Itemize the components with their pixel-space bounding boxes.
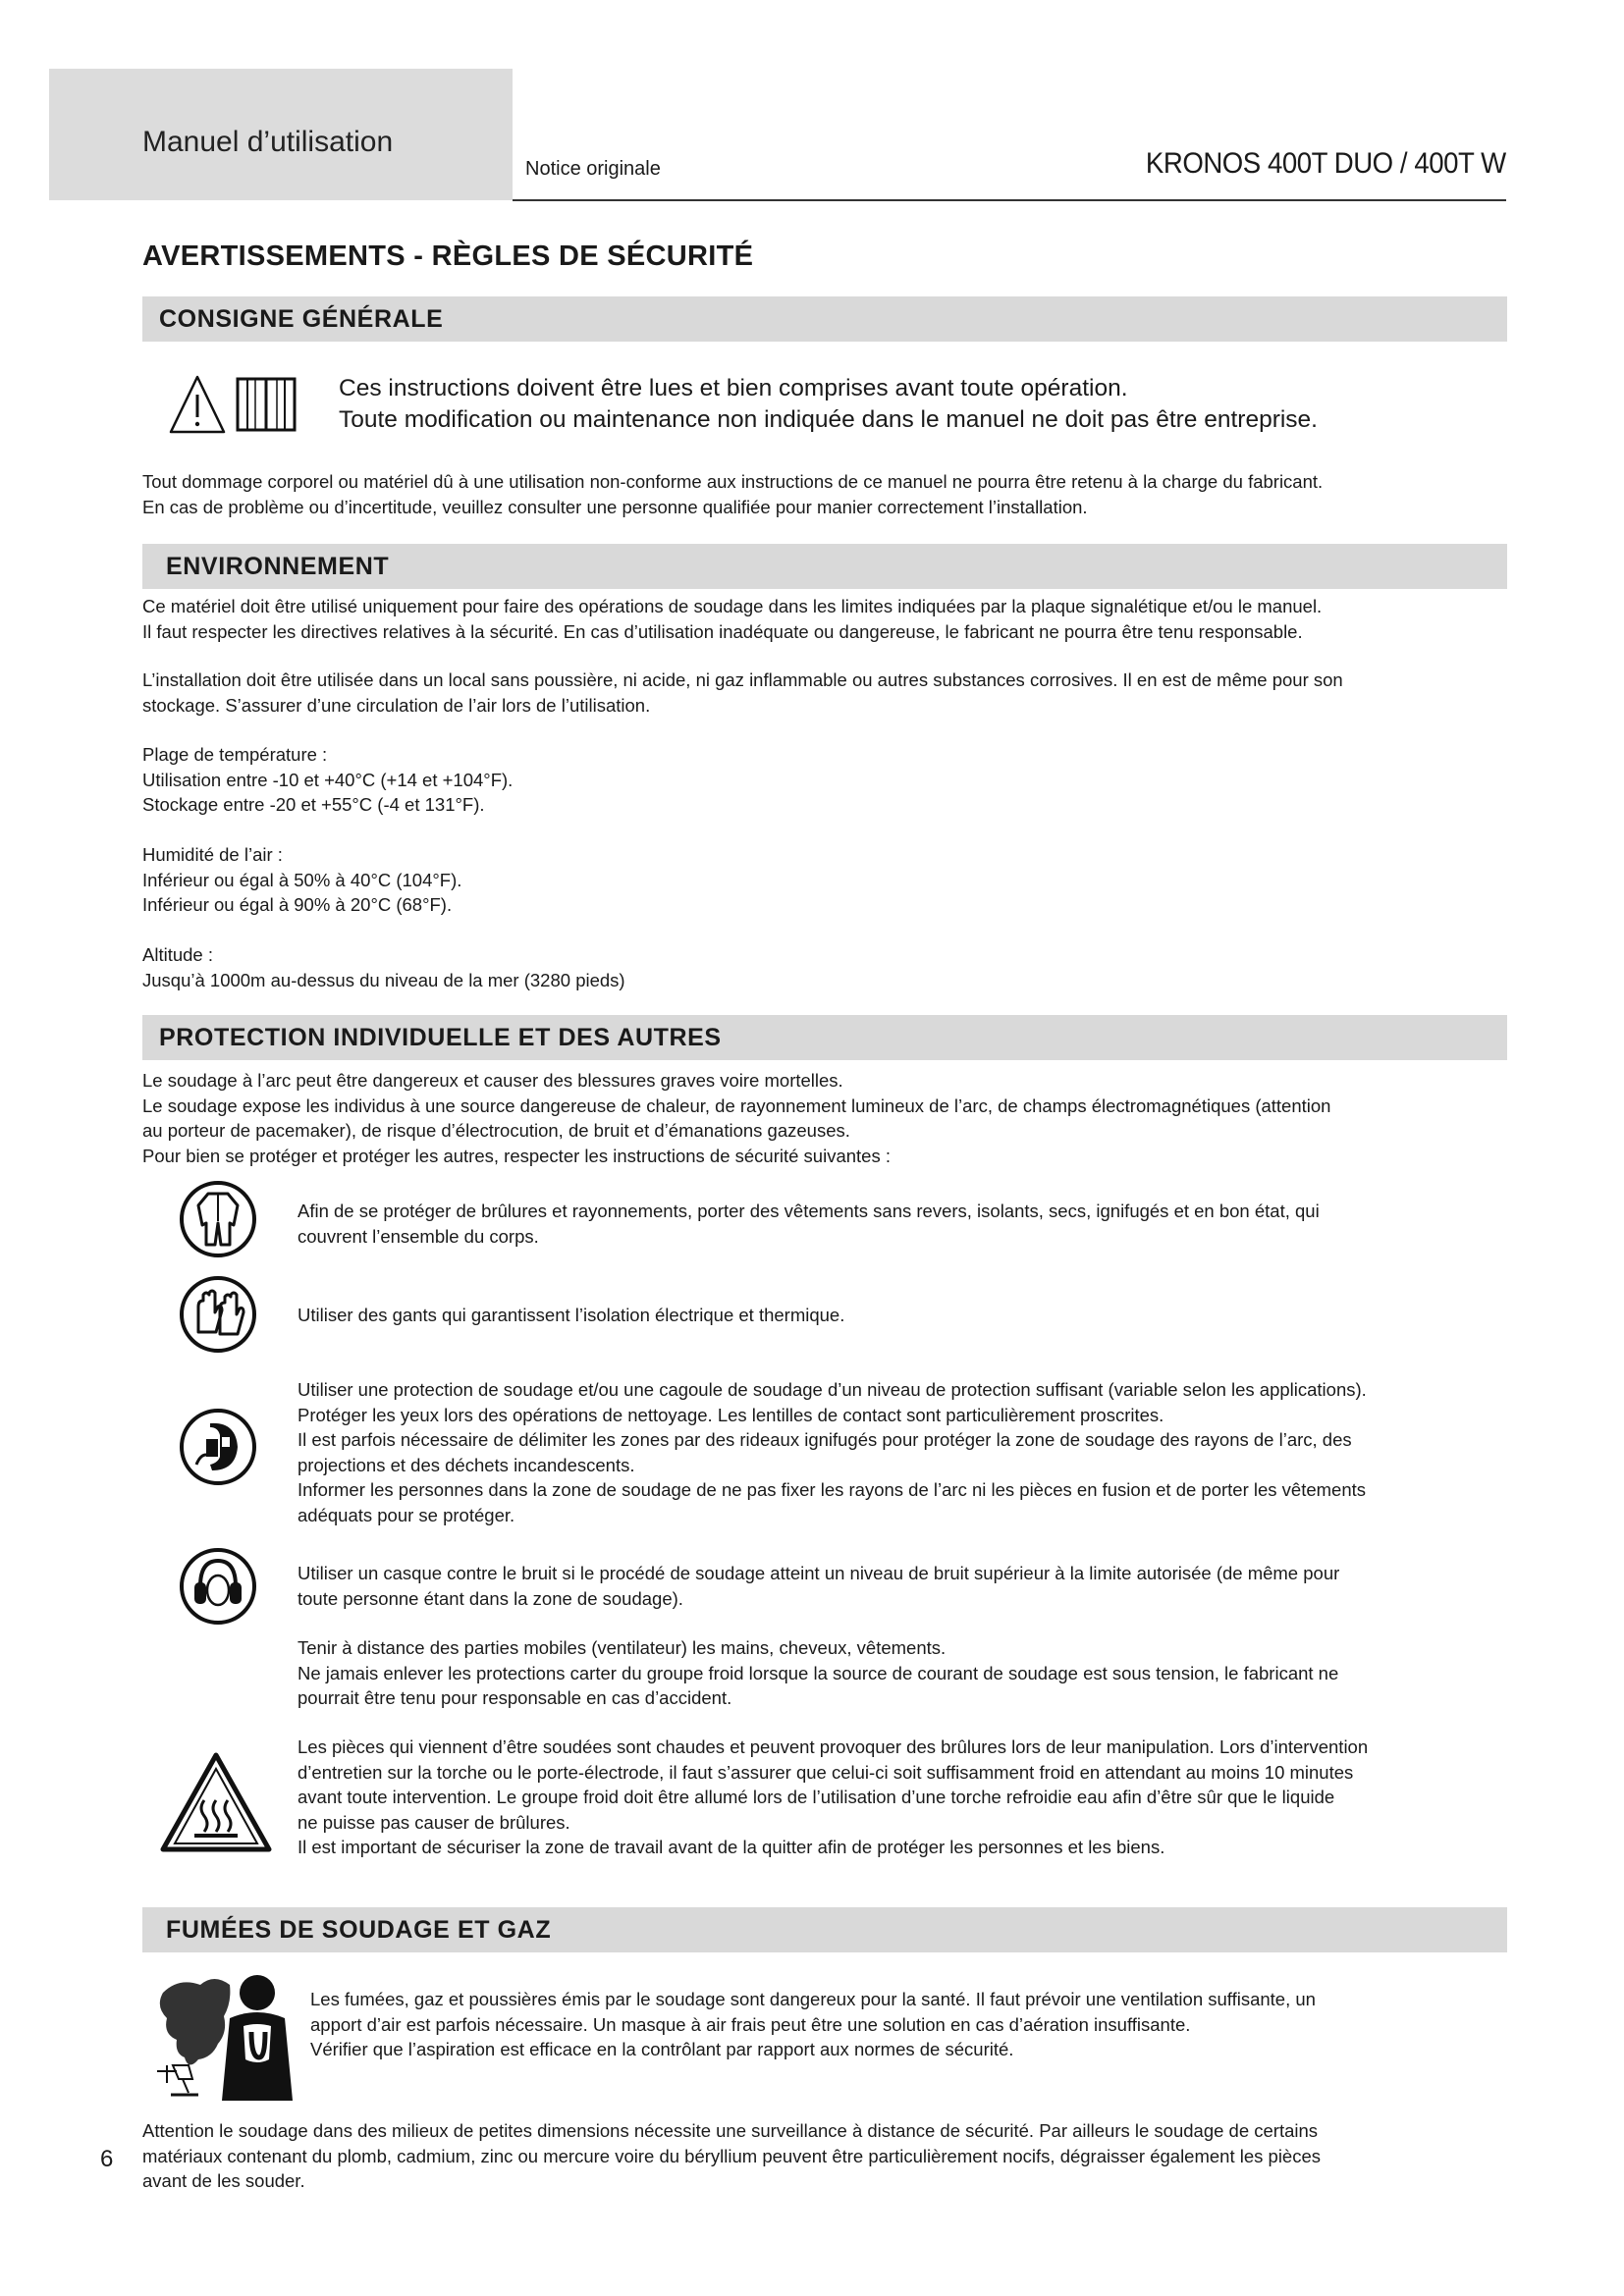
- text-line: L’installation doit être utilisée dans un local sans poussière, ni acide, ni gaz inflammable ou autres substances corrosives. Il en est de même pour son: [142, 669, 1343, 690]
- text-line: apport d’air est parfois nécessaire. Un masque à air frais peut être une solution en cas d’aération insuffisante.: [310, 2013, 1191, 2035]
- manual-book-icon: [236, 377, 298, 434]
- header-notice: Notice originale: [525, 158, 661, 180]
- text-line: Jusqu’à 1000m au-dessus du niveau de la mer (3280 pieds): [142, 969, 625, 990]
- humidity-block: [142, 842, 1507, 918]
- altitude-block: [142, 942, 1507, 992]
- text-line: Il faut respecter les directives relatives à la sécurité. En cas d’utilisation inadéquate ou dangereuse, le fabricant ne pourra être tenu responsable.: [142, 620, 1303, 642]
- general-intro: [339, 373, 1318, 436]
- fumes-note: [142, 2118, 1507, 2194]
- text-line: Utiliser des gants qui garantissent l’isolation électrique et thermique.: [298, 1305, 845, 1325]
- section-protection-bar: [142, 1015, 1507, 1060]
- text-line: Le soudage expose les individus à une source dangereuse de chaleur, de rayonnement lumineux de l’arc, de champs électromagnétiques (attention: [142, 1095, 1331, 1116]
- text-line: Tout dommage corporel ou matériel dû à une utilisation non-conforme aux instructions de ce manuel ne pourra être retenu à la charge du fabricant.: [142, 471, 1324, 492]
- text-line: stockage. S’assurer d’une circulation de l’air lors de l’utilisation.: [142, 694, 651, 716]
- text-line: Ne jamais enlever les protections carter du groupe froid lorsque la source de courant de soudage est sous tension, le fabricant ne: [298, 1662, 1339, 1683]
- text-line: avant de les souder.: [142, 2170, 305, 2191]
- clothing-text: [298, 1199, 1507, 1249]
- section-general-heading: CONSIGNE GÉNÉRALE: [159, 305, 444, 333]
- mask-text: [298, 1377, 1507, 1527]
- text-line: Le soudage à l’arc peut être dangereux et causer des blessures graves voire mortelles.: [142, 1070, 843, 1091]
- fumes-icon-text: [310, 1987, 1507, 2062]
- header-rule: [513, 199, 1506, 201]
- text-line: d’entretien sur la torche ou le porte-électrode, il faut s’assurer que celui-ci soit suffisamment froid en attendant au moins 10 minutes: [298, 1761, 1354, 1783]
- section-fumes-heading: FUMÉES DE SOUDAGE ET GAZ: [166, 1916, 552, 1944]
- general-intro-line: Ces instructions doivent être lues et bien comprises avant toute opération.: [339, 375, 1128, 401]
- gloves-text: [298, 1303, 1507, 1328]
- general-paragraph: [142, 469, 1507, 519]
- text-line: matériaux contenant du plomb, cadmium, zinc ou mercure voire du béryllium peuvent être particulièrement nocifs, dégraisser également les pièces: [142, 2145, 1322, 2166]
- section-environment-heading: ENVIRONNEMENT: [166, 553, 390, 580]
- ear-text: [298, 1561, 1507, 1611]
- page-number: 6: [100, 2146, 114, 2172]
- text-line: Attention le soudage dans des milieux de petites dimensions nécessite une surveillance à distance de sécurité. Par ailleurs le soudage de certains: [142, 2120, 1319, 2141]
- text-line: Il est important de sécuriser la zone de travail avant de la quitter afin de protéger les personnes et les biens.: [298, 1837, 1165, 1857]
- text-line: Inférieur ou égal à 50% à 40°C (104°F).: [142, 869, 462, 890]
- text-line: Humidité de l’air :: [142, 844, 283, 865]
- protective-clothing-icon: [177, 1178, 259, 1260]
- text-line: Les fumées, gaz et poussières émis par le soudage sont dangereux pour la santé. Il faut prévoir une ventilation suffisante, un: [310, 1989, 1316, 2009]
- section-protection-heading: PROTECTION INDIVIDUELLE ET DES AUTRES: [159, 1024, 722, 1051]
- ear-protection-icon: [177, 1545, 259, 1628]
- environment-paragraph-1: [142, 594, 1507, 644]
- text-line: au porteur de pacemaker), de risque d’électrocution, de bruit et d’émanations gazeuses.: [142, 1120, 850, 1141]
- text-line: Utilisation entre -10 et +40°C (+14 et +104°F).: [142, 769, 514, 790]
- text-line: adéquats pour se protéger.: [298, 1504, 515, 1525]
- text-line: Les pièces qui viennent d’être soudées sont chaudes et peuvent provoquer des brûlures lors de leur manipulation. Lors d’intervention: [298, 1736, 1369, 1757]
- hot-surface-icon: [157, 1751, 275, 1855]
- text-line: Afin de se protéger de brûlures et rayonnements, porter des vêtements sans revers, isolants, secs, ignifugés et en bon état, qui: [298, 1201, 1320, 1221]
- general-intro-line: Toute modification ou maintenance non indiquée dans le manuel ne doit pas être entreprise.: [339, 406, 1318, 433]
- text-line: Protéger les yeux lors des opérations de nettoyage. Les lentilles de contact sont particulièrement proscrites.: [298, 1404, 1164, 1425]
- text-line: toute personne étant dans la zone de soudage).: [298, 1587, 683, 1609]
- text-line: Il est parfois nécessaire de délimiter les zones par des rideaux ignifugés pour protéger la zone de soudage des rayons de l’arc, des: [298, 1429, 1352, 1450]
- text-line: avant toute intervention. Le groupe froid doit être allumé lors de l’utilisation d’une torche refroidie eau afin d’être sûr que le liquide: [298, 1787, 1335, 1807]
- page-title: AVERTISSEMENTS - RÈGLES DE SÉCURITÉ: [142, 240, 754, 272]
- text-line: Tenir à distance des parties mobiles (ventilateur) les mains, cheveux, vêtements.: [298, 1637, 947, 1658]
- text-line: Inférieur ou égal à 90% à 20°C (68°F).: [142, 894, 453, 915]
- text-line: Stockage entre -20 et +55°C (-4 et 131°F).: [142, 794, 485, 815]
- section-fumes-bar: [142, 1907, 1507, 1952]
- header-title: Manuel d’utilisation: [142, 126, 394, 158]
- text-line: Utiliser une protection de soudage et/ou une cagoule de soudage d’un niveau de protection suffisant (variable selon les applications).: [298, 1379, 1367, 1400]
- header-model: KRONOS 400T DUO / 400T W: [1146, 147, 1506, 180]
- text-line: Utiliser un casque contre le bruit si le procédé de soudage atteint un niveau de bruit supérieur à la limite autorisée (de même pour: [298, 1563, 1340, 1583]
- mobile-parts-text: [298, 1635, 1507, 1711]
- fumes-icon: [149, 1963, 297, 2103]
- text-line: couvrent l’ensemble du corps.: [298, 1225, 539, 1247]
- protection-intro: [142, 1068, 1507, 1168]
- hot-parts-text: [298, 1735, 1507, 1860]
- text-line: projections et des déchets incandescents.: [298, 1454, 635, 1475]
- text-line: En cas de problème ou d’incertitude, veuillez consulter une personne qualifiée pour manier correctement l’installation.: [142, 496, 1088, 517]
- section-general-bar: [142, 296, 1507, 342]
- welding-mask-icon: [177, 1406, 259, 1488]
- text-line: Ce matériel doit être utilisé uniquement pour faire des opérations de soudage dans les limites indiquées par la plaque signalétique et/ou le manuel.: [142, 596, 1323, 616]
- section-environment-bar: [142, 544, 1507, 589]
- text-line: Plage de température :: [142, 744, 328, 765]
- text-line: Informer les personnes dans la zone de soudage de ne pas fixer les rayons de l’arc ni les pièces en fusion et de porter les vêtements: [298, 1479, 1367, 1500]
- environment-paragraph-2: [142, 667, 1507, 718]
- text-line: pourrait être tenu pour responsable en cas d’accident.: [298, 1687, 732, 1708]
- temperature-block: [142, 742, 1507, 818]
- text-line: ne puisse pas causer de brûlures.: [298, 1811, 570, 1833]
- text-line: Altitude :: [142, 944, 213, 965]
- text-line: Pour bien se protéger et protéger les autres, respecter les instructions de sécurité suivantes :: [142, 1145, 891, 1166]
- text-line: Vérifier que l’aspiration est efficace en la contrôlant par rapport aux normes de sécurité.: [310, 2039, 1014, 2059]
- gloves-icon: [177, 1273, 259, 1356]
